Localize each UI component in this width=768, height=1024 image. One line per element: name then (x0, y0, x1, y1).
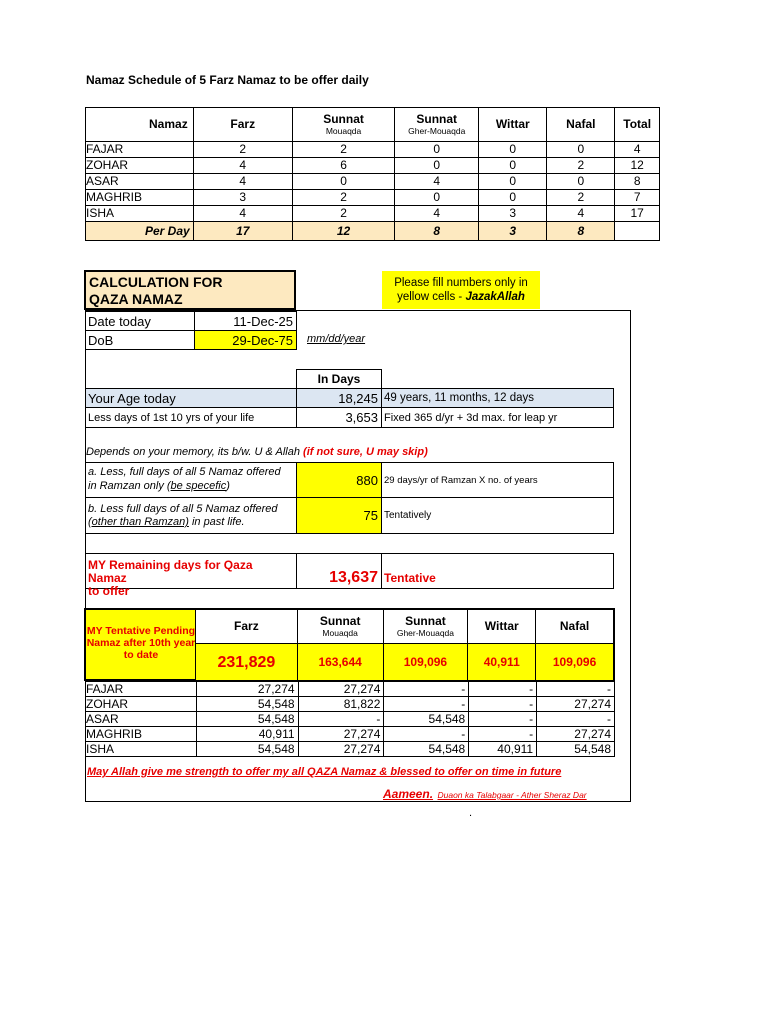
schedule-row (86, 190, 660, 206)
table-cell: 0 (479, 158, 547, 174)
table-cell: 54,548 (384, 742, 469, 757)
table-cell: 54,548 (196, 712, 298, 727)
table-cell: 54,548 (537, 742, 615, 757)
table-cell: 3 (193, 190, 292, 206)
prayer-text: May Allah give me strength to offer my all QAZA Namaz & blessed to offer on time in future (87, 766, 562, 778)
dob-input[interactable]: 29-Dec-75 (194, 330, 297, 350)
table-cell: - (469, 712, 537, 727)
table-cell: 4 (547, 206, 615, 222)
date-today-value: 11-Dec-25 (194, 311, 297, 331)
per-day-cell: 17 (193, 222, 292, 241)
table-cell: 27,274 (537, 727, 615, 742)
per-day-cell: 12 (292, 222, 394, 241)
schedule-row (86, 206, 660, 222)
table-cell: 4 (615, 142, 660, 158)
table-cell: 7 (615, 190, 660, 206)
schedule-header-row (86, 108, 660, 142)
table-cell: 0 (395, 190, 479, 206)
table-cell: 0 (479, 174, 547, 190)
less-days-value: 3,653 (296, 407, 382, 428)
table-cell: - (469, 697, 537, 712)
table-cell: 0 (292, 174, 394, 190)
col-sunnat-gher-header: Sunnat Gher-Mouaqda (395, 108, 479, 142)
namaz-name: ASAR (86, 712, 197, 727)
other-days-text: Tentatively (381, 497, 614, 534)
col-farz-header: Farz (193, 108, 292, 142)
pending-total-cell: 40,911 (468, 644, 536, 681)
pending-row (86, 682, 615, 697)
col-wittar-header: Wittar (479, 108, 547, 142)
namaz-name: ASAR (86, 174, 194, 190)
table-cell: - (298, 712, 384, 727)
pending-total-cell: 109,096 (383, 644, 468, 681)
less-days-label: Less days of 1st 10 yrs of your life (85, 407, 297, 428)
table-cell: 2 (547, 158, 615, 174)
table-cell: 54,548 (384, 712, 469, 727)
table-cell: 54,548 (196, 742, 298, 757)
pending-farz-header: Farz (196, 610, 298, 644)
table-cell: 0 (395, 158, 479, 174)
pending-total-cell: 231,829 (196, 644, 298, 681)
ramzan-days-input[interactable]: 880 (296, 462, 382, 498)
namaz-name: ZOHAR (86, 158, 194, 174)
age-label: Your Age today (85, 388, 297, 408)
per-day-cell (615, 222, 660, 241)
table-cell: - (537, 682, 615, 697)
table-cell: 2 (292, 190, 394, 206)
schedule-row (86, 142, 660, 158)
calculation-title: CALCULATION FOR QAZA NAMAZ (84, 270, 296, 310)
table-cell: 27,274 (298, 742, 384, 757)
table-cell: - (384, 727, 469, 742)
pending-wittar-header: Wittar (468, 610, 536, 644)
remaining-days-value: 13,637 (296, 553, 382, 589)
ameen-line: Aameen. Duaon ka Talabgaar - Ather Sheraz Dar (383, 787, 587, 801)
age-days: 18,245 (296, 388, 382, 408)
table-cell: 6 (292, 158, 394, 174)
table-cell: 81,822 (298, 697, 384, 712)
table-cell: 4 (395, 206, 479, 222)
table-cell: 40,911 (469, 742, 537, 757)
depends-note: Depends on your memory, its b/w. U & Allah (if not sure, U may skip) (86, 446, 428, 458)
other-days-input[interactable]: 75 (296, 497, 382, 534)
pending-table (195, 609, 614, 681)
table-cell: - (469, 682, 537, 697)
pending-nafal-header: Nafal (536, 610, 614, 644)
pending-total-cell: 109,096 (536, 644, 614, 681)
table-cell: 0 (547, 142, 615, 158)
table-cell: 0 (395, 142, 479, 158)
ramzan-days-label: a. Less, full days of all 5 Namaz offered in Ramzan only (be specefic) (85, 462, 297, 498)
date-format-hint: mm/dd/year (307, 333, 366, 345)
table-cell: 27,274 (537, 697, 615, 712)
pending-sunnat-mouaqda-header: Sunnat Mouaqda (297, 610, 383, 644)
date-today-label: Date today (85, 311, 195, 331)
table-cell: 4 (193, 206, 292, 222)
namaz-name: MAGHRIB (86, 190, 194, 206)
schedule-table (85, 107, 660, 241)
table-cell: 0 (479, 142, 547, 158)
table-cell: 8 (615, 174, 660, 190)
table-cell: 2 (193, 142, 292, 158)
table-cell: 12 (615, 158, 660, 174)
namaz-name: ZOHAR (86, 697, 197, 712)
page-title: Namaz Schedule of 5 Farz Namaz to be offer daily (86, 73, 369, 87)
yellow-cells-note: Please fill numbers only in yellow cells - JazakAllah (382, 271, 540, 309)
remaining-days-text: Tentative (381, 553, 614, 589)
table-cell: 4 (193, 158, 292, 174)
col-sunnat-mouaqda-header: Sunnat Mouaqda (292, 108, 394, 142)
stray-dot: . (469, 807, 473, 819)
other-days-label: b. Less full days of all 5 Namaz offered (other than Ramzan) in past life. (85, 497, 297, 534)
pending-row (86, 727, 615, 742)
namaz-name: MAGHRIB (86, 727, 197, 742)
table-cell: - (384, 697, 469, 712)
pending-sunnat-gher-header: Sunnat Gher-Mouaqda (383, 610, 468, 644)
pending-total-cell: 163,644 (297, 644, 383, 681)
dob-label: DoB (85, 330, 195, 350)
in-days-header: In Days (296, 369, 382, 389)
table-cell: 0 (547, 174, 615, 190)
namaz-name: ISHA (86, 742, 197, 757)
table-cell: - (537, 712, 615, 727)
table-cell: 40,911 (196, 727, 298, 742)
table-cell: 27,274 (298, 727, 384, 742)
table-cell: 27,274 (298, 682, 384, 697)
col-total-header: Total (615, 108, 660, 142)
table-cell: 0 (479, 190, 547, 206)
pending-row (86, 712, 615, 727)
namaz-name: ISHA (86, 206, 194, 222)
table-cell: - (384, 682, 469, 697)
age-text: 49 years, 11 months, 12 days (381, 388, 614, 408)
pending-row (86, 697, 615, 712)
pending-row (86, 742, 615, 757)
table-cell: 3 (479, 206, 547, 222)
per-day-label: Per Day (86, 222, 194, 241)
table-cell: 2 (547, 190, 615, 206)
col-nafal-header: Nafal (547, 108, 615, 142)
schedule-row (86, 158, 660, 174)
table-cell: - (469, 727, 537, 742)
table-cell: 54,548 (196, 697, 298, 712)
pending-label-cell: MY Tentative Pending Namaz after 10th year to date (86, 610, 196, 679)
remaining-days-label: MY Remaining days for Qaza Namaz to offer (85, 553, 297, 589)
per-day-cell: 3 (479, 222, 547, 241)
ramzan-days-text: 29 days/yr of Ramzan X no. of years (381, 462, 614, 498)
table-cell: 17 (615, 206, 660, 222)
per-day-row (86, 222, 660, 241)
table-cell: 2 (292, 206, 394, 222)
table-cell: 4 (395, 174, 479, 190)
table-cell: 4 (193, 174, 292, 190)
namaz-name: FAJAR (86, 142, 194, 158)
col-namaz-header: Namaz (86, 108, 194, 142)
less-days-text: Fixed 365 d/yr + 3d max. for leap yr (381, 407, 614, 428)
schedule-row (86, 174, 660, 190)
table-cell: 27,274 (196, 682, 298, 697)
table-cell: 2 (292, 142, 394, 158)
per-day-cell: 8 (395, 222, 479, 241)
namaz-name: FAJAR (86, 682, 197, 697)
per-day-cell: 8 (547, 222, 615, 241)
pending-rows-table (85, 681, 615, 757)
